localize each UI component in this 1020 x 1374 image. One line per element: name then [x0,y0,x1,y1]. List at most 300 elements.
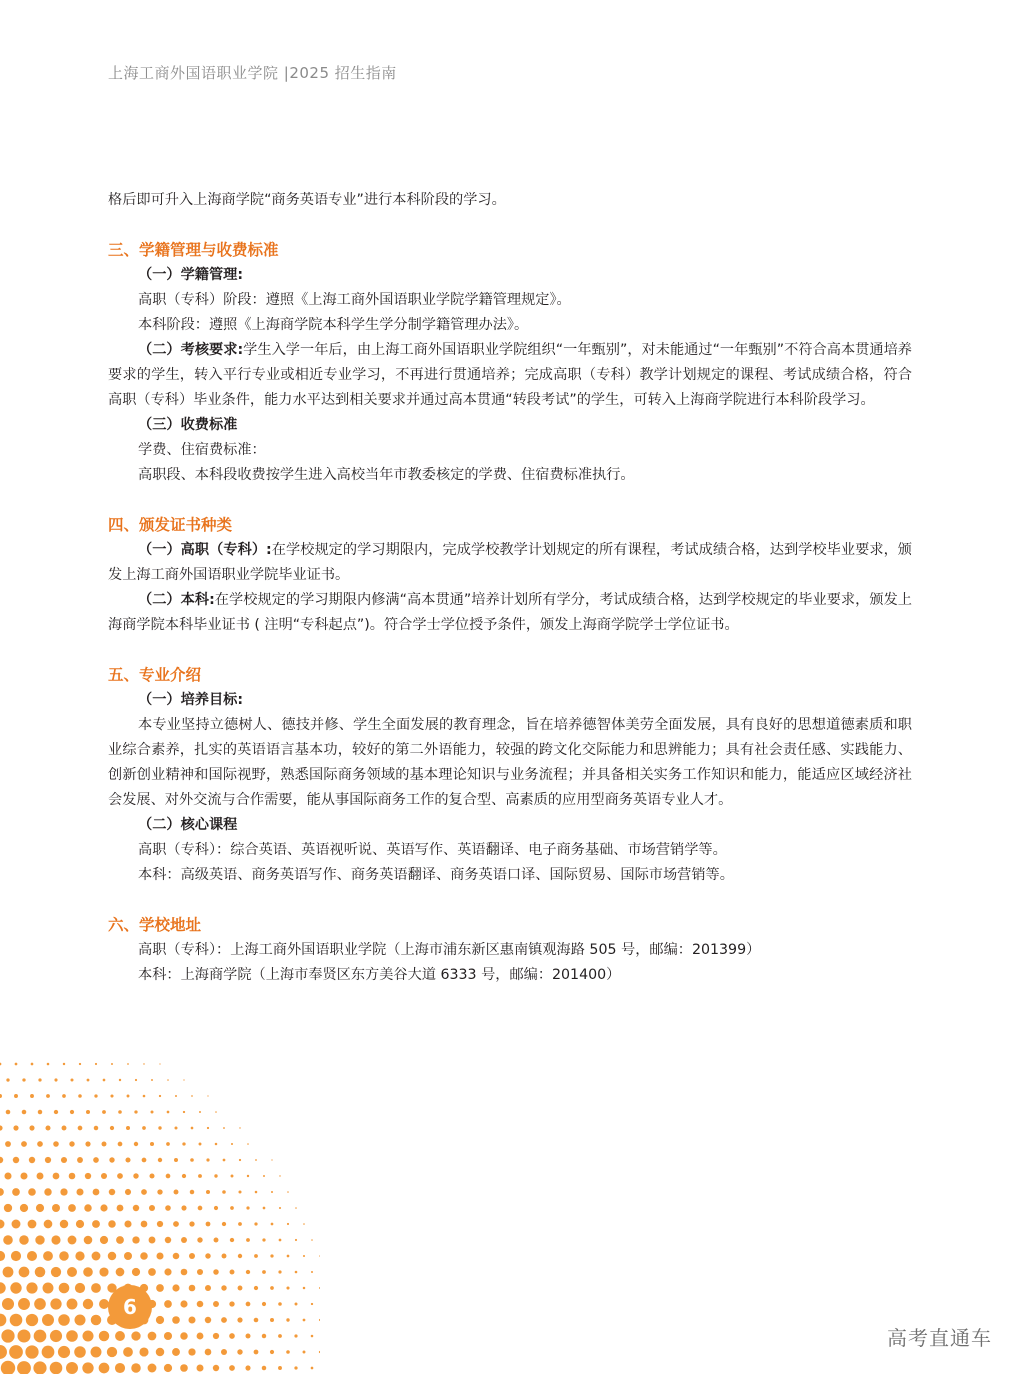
halftone-dot [214,1174,217,1177]
continuation-text: 格后即可升入上海商学院“商务英语专业”进行本科阶段的学习。 [108,192,506,208]
halftone-dot [213,1333,219,1339]
halftone-dot [279,1175,280,1176]
halftone-dot [54,1078,57,1081]
halftone-dot [85,1173,91,1179]
halftone-dot [231,1143,233,1145]
section-3-sub1-line2: 本科阶段：遵照《上海商学院本科学生学分制学籍管理办法》。 [138,317,529,333]
halftone-dot [135,1079,137,1081]
section-3-sub2-title: （二）考核要求: [138,342,244,358]
halftone-dot [199,1143,202,1146]
halftone-dot [156,1252,163,1259]
halftone-dot [82,1362,93,1373]
halftone-dot [149,1205,155,1211]
halftone-dot [182,1142,185,1145]
section-6-title: 六、学校地址 [108,916,202,934]
halftone-dot [44,1188,51,1195]
halftone-dot [82,1330,93,1341]
halftone-dot [295,1239,297,1241]
halftone-dot [222,1222,226,1226]
halftone-dot [237,1349,242,1354]
halftone-dot [263,1175,265,1177]
section-3-sub3-line2: 高职段、本科段收费按学生进入高校当年市教委核定的学费、住宿费标准执行。 [138,467,635,483]
halftone-dot [221,1285,226,1290]
halftone-dot [157,1221,163,1227]
halftone-dot [0,1282,6,1293]
halftone-dot [156,1284,164,1292]
halftone-dot [319,1287,320,1289]
halftone-dot [213,1301,219,1307]
halftone-dot [254,1318,259,1323]
halftone-dot [166,1142,170,1146]
halftone-dot [91,1283,101,1293]
halftone-dot [132,1236,139,1243]
halftone-dot [110,1126,114,1130]
halftone-dot [69,1141,74,1146]
halftone-dot [319,1351,320,1353]
halftone-dot [31,1063,34,1066]
halftone-dot [270,1286,274,1290]
halftone-dot [77,1157,83,1163]
halftone-dot [311,1335,314,1338]
halftone-dot [50,1330,62,1342]
page-number-badge: 6 [108,1285,152,1329]
halftone-dot [278,1334,282,1338]
halftone-dot [189,1221,194,1226]
halftone-dot [286,1318,289,1321]
halftone-dot [262,1366,267,1371]
halftone-dot [62,1094,66,1098]
halftone-dot [182,1174,186,1178]
halftone-dot [91,1315,102,1326]
halftone-dot [1,1361,15,1374]
page-header: 上海工商外国语职业学院 |2025 招生指南 [108,64,397,82]
halftone-dot [149,1237,156,1244]
halftone-dot [271,1191,273,1193]
halftone-dot [180,1300,187,1307]
halftone-dot [12,1188,20,1196]
halftone-dot [83,1299,93,1309]
halftone-dot [164,1300,172,1308]
watermark-text: 高考直通车 [887,1326,992,1350]
halftone-dot [230,1238,234,1242]
section-4-sub1-text: 在学校规定的学习期限内，完成学校教学计划规定的所有课程，考试成绩合格，达到学校毕业要求，颁发上海工商外国语职业学院毕业证书。 [108,542,912,583]
halftone-dot [213,1365,219,1371]
halftone-dot [303,1223,305,1225]
halftone-dot [17,1361,31,1374]
halftone-dot [173,1253,180,1260]
halftone-dot [60,1220,68,1228]
halftone-dot [197,1301,204,1308]
halftone-dot [148,1364,157,1373]
halftone-dot [229,1333,235,1339]
halftone-dot [45,1157,51,1163]
halftone-dot [262,1334,266,1338]
halftone-dot [5,1141,11,1147]
halftone-dot [0,1188,4,1196]
halftone-dot [286,1350,290,1354]
halftone-dot [215,1111,217,1113]
halftone-dot [246,1206,249,1209]
halftone-dot [287,1191,289,1193]
halftone-dot [246,1270,250,1274]
halftone-dot [197,1333,204,1340]
halftone-dot [0,1157,3,1163]
halftone-dot [165,1205,171,1211]
halftone-dot [181,1205,186,1210]
halftone-dot [126,1126,130,1130]
halftone-dot [295,1303,298,1306]
halftone-dot [180,1364,188,1372]
halftone-dot [294,1366,297,1369]
section-4-title: 四、颁发证书种类 [108,516,233,534]
halftone-dot [37,1141,43,1147]
halftone-dot [10,1314,23,1327]
halftone-dot [245,1365,250,1370]
halftone-dot [247,1175,249,1177]
halftone-dot [117,1205,124,1212]
halftone-dot [87,1079,90,1082]
halftone-dot [183,1111,185,1113]
halftone-dot [263,1207,266,1210]
section-4-sub1 [108,538,912,588]
halftone-dot [229,1301,234,1306]
halftone-dot [311,1367,314,1370]
section-4-sub2-title: （二）本科: [138,592,215,608]
halftone-dot [43,1283,54,1294]
halftone-dot [286,1286,289,1289]
halftone-dot [207,1127,209,1129]
halftone-dot [17,1329,30,1342]
halftone-dot [68,1204,76,1212]
halftone-dot [213,1269,219,1275]
halftone-dot [84,1204,91,1211]
section-5-sub1-title: （一）培养目标: [138,692,243,708]
halftone-dot [26,1314,38,1326]
halftone-dot [254,1254,258,1258]
halftone-dot [51,1235,60,1244]
halftone-dot [221,1317,227,1323]
halftone-dot [191,1095,193,1097]
halftone-dot [255,1159,257,1161]
halftone-dot [116,1268,125,1277]
halftone-dot [311,1303,313,1305]
halftone-dot [254,1286,258,1290]
halftone-dot [69,1173,76,1180]
halftone-dot [229,1365,235,1371]
halftone-dot [38,1078,41,1081]
halftone-dot [118,1110,122,1114]
halftone-dot [58,1314,70,1326]
halftone-dot [172,1316,180,1324]
halftone-dot [197,1237,202,1242]
section-4-sub1-title: （一）高职（专科）: [138,542,272,558]
halftone-dot [271,1223,274,1226]
halftone-dot [99,1331,109,1341]
halftone-dot [157,1189,162,1194]
halftone-dot [2,1298,14,1310]
halftone-dot [27,1251,37,1261]
halftone-dot [125,1189,131,1195]
halftone-dot [164,1332,172,1340]
halftone-dot [180,1332,187,1339]
halftone-dot [134,1142,138,1146]
halftone-dot [115,1363,125,1373]
halftone-dot [181,1237,187,1243]
halftone-dot [84,1236,93,1245]
halftone-dot [303,1351,306,1354]
halftone-dot [190,1190,195,1195]
halftone-dot [6,1078,9,1081]
halftone-dot [158,1126,161,1129]
halftone-dot [188,1316,195,1323]
halftone-dot [156,1316,164,1324]
halftone-dot [278,1366,282,1370]
halftone-dot [10,1282,21,1293]
halftone-dot [20,1172,27,1179]
halftone-dot [131,1363,141,1373]
halftone-dot [215,1143,218,1146]
halftone-dot [109,1157,114,1162]
halftone-dot [100,1204,107,1211]
halftone-dot [271,1159,272,1160]
halftone-dot [141,1221,148,1228]
halftone-dot [132,1268,140,1276]
section-4-sub2-text: 在学校规定的学习期限内修满“高本贯通”培养计划所有学分，考试成绩合格，达到学校规定的毕业要求，颁发上海商学院本科毕业证书 ( 注明“专科起点”)。符合学士学位授予条件，颁发上海商学院学士学位证书。 [108,592,912,633]
halftone-dot [36,1204,44,1212]
halftone-dot [239,1159,241,1161]
section-6-line1: 高职（专科）：上海工商外国语职业学院（上海市浦东新区惠南镇观海路 505 号，邮编：201399） [138,942,761,958]
halftone-dot [13,1157,19,1163]
halftone-dot [246,1302,251,1307]
halftone-dot [295,1207,297,1209]
section-3-sub3-title: （三）收费标准 [138,417,238,433]
halftone-dot [12,1220,21,1229]
halftone-dot [134,1110,137,1113]
halftone-dot [102,1142,107,1147]
halftone-dot [28,1188,36,1196]
halftone-dot [9,1345,23,1359]
halftone-dot [311,1271,313,1273]
halftone-dot [125,1157,130,1162]
halftone-dot [44,1220,53,1229]
halftone-dot [246,1238,250,1242]
halftone-dot [119,1079,121,1081]
halftone-dot [127,1063,129,1065]
halftone-dot [303,1287,306,1290]
section-3-sub2-text: 学生入学一年后，由上海工商外国语职业学院组织“一年甄别”，对未能通过“一年甄别”不符合高本贯通培养要求的学生，转入平行专业或相近专业学习，不再进行贯通培养；完成高职（专科）教学计划规定的课程、考试成绩合格，符合高职（专科）毕业条件，能力水平达到相关要求并通过高本贯通“转段考试”的学生，可转入上海商学院进行本科阶段学习。 [108,342,912,408]
section-5-sub1-text: 本专业坚持立德树人、德技并修、学生全面发展的教育理念，旨在培养德智体美劳全面发展，具有良好的思想道德素质和职业综合素养，扎实的英语语言基本功，较好的第二外语能力，较强的跨文化交际能力和思辨能力；具有社会责任感、实践能力、创新创业精神和国际视野，熟悉国际商务领域的基本理论知识与业务流程；并具备相关实务工作知识和能力，能适应区域经济社会发展、对外交流与合作需要，能从事国际商务工作的复合型、高素质的应用型商务英语专业人才。 [108,717,912,808]
halftone-dot [99,1363,110,1374]
halftone-dot [238,1286,243,1291]
halftone-dot [124,1220,131,1227]
halftone-dot [287,1255,290,1258]
halftone-dot [22,1078,25,1081]
halftone-dot [42,1346,55,1359]
halftone-dot [206,1222,211,1227]
halftone-dot [42,1314,54,1326]
halftone-dot [85,1141,90,1146]
halftone-dot [70,1078,73,1081]
halftone-dot [164,1268,171,1275]
halftone-dot [151,1111,154,1114]
halftone-dot [93,1189,100,1196]
halftone-dot [214,1238,219,1243]
halftone-dot [116,1236,124,1244]
halftone-dot [239,1127,240,1128]
halftone-dot [205,1349,212,1356]
halftone-dot [158,1158,162,1162]
halftone-dot [0,1220,4,1229]
halftone-dot [94,1094,97,1097]
halftone-dot [151,1079,153,1081]
halftone-dot [143,1063,144,1064]
halftone-dot [172,1284,179,1291]
halftone-dot [117,1173,123,1179]
halftone-dot [139,1347,148,1356]
halftone-dot [279,1207,281,1209]
halftone-dot [167,1079,169,1081]
halftone-dot [102,1110,106,1114]
halftone-dot [174,1158,178,1162]
halftone-dot [45,1125,50,1130]
halftone-dot [53,1173,60,1180]
halftone-dot [0,1094,2,1098]
halftone-dot [15,1063,18,1066]
halftone-dot [19,1267,30,1278]
section-3-sub2 [108,338,912,413]
halftone-dot [165,1237,171,1243]
halftone-dot [311,1239,313,1241]
halftone-dot [0,1063,1,1066]
halftone-dot [141,1189,147,1195]
halftone-dot [53,1141,59,1147]
halftone-dot [51,1267,61,1277]
section-4-sub2 [108,588,912,638]
halftone-dot [46,1094,50,1098]
halftone-dot [206,1190,210,1194]
halftone-dot [303,1319,306,1322]
halftone-dot [189,1253,195,1259]
halftone-dot [67,1267,77,1277]
halftone-dot [68,1236,77,1245]
halftone-dot [0,1251,5,1261]
halftone-dot [278,1302,282,1306]
halftone-dot [131,1331,140,1340]
section-5-title: 五、专业介绍 [108,666,202,684]
halftone-dot [3,1235,13,1245]
halftone-dot [222,1190,226,1194]
halftone-dot [205,1317,211,1323]
halftone-dot [38,1110,42,1114]
section-5-sub2-line1: 高职（专科）：综合英语、英语视听说、英语写作、英语翻译、电子商务基础、市场营销学等。 [138,842,727,858]
halftone-dot [287,1223,289,1225]
halftone-dot [91,1347,102,1358]
halftone-dot [238,1190,241,1193]
halftone-dot [295,1271,298,1274]
halftone-dot [0,1345,7,1359]
halftone-dot [35,1235,44,1244]
halftone-dot [103,1079,106,1082]
halftone-dot [109,1189,115,1195]
halftone-dot [247,1143,249,1145]
halftone-dot [11,1251,21,1261]
halftone-dot [78,1094,82,1098]
halftone-dot [206,1158,209,1161]
halftone-dot [75,1283,85,1293]
halftone-dot [167,1111,170,1114]
halftone-dot [29,1157,35,1163]
halftone-dot [255,1191,258,1194]
halftone-dot [278,1270,281,1273]
halftone-dot [18,1298,30,1310]
section-3-sub3-line1: 学费、住宿费标准： [138,442,266,458]
halftone-dot [231,1175,234,1178]
halftone-dot [118,1142,123,1147]
halftone-dot [199,1111,201,1113]
section-3-title: 三、学籍管理与收费标准 [108,241,279,259]
halftone-dot [127,1095,130,1098]
halftone-dot [262,1270,266,1274]
halftone-dot [25,1345,38,1358]
halftone-dot [0,1314,6,1327]
halftone-dot [238,1222,242,1226]
halftone-dot [107,1347,117,1357]
halftone-dot [149,1173,154,1178]
halftone-dot [58,1346,70,1358]
halftone-dot [159,1063,160,1064]
halftone-dot [188,1348,195,1355]
halftone-dot [254,1222,257,1225]
halftone-dot [13,1125,18,1130]
halftone-dot [183,1079,184,1080]
halftone-dot [28,1220,37,1229]
halftone-dot [173,1221,179,1227]
section-6-line2: 本科：上海商学院（上海市奉贤区东方美谷大道 6333 号，邮编：201400） [138,967,621,983]
halftone-dot [174,1190,179,1195]
halftone-dot [319,1319,320,1321]
section-3-sub1-line1: 高职（专科）阶段：遵照《上海工商外国语职业学院学籍管理规定》。 [138,292,571,308]
halftone-dot [133,1205,139,1211]
halftone-dot [29,1125,34,1130]
halftone-dot [50,1362,63,1374]
halftone-dot [35,1267,46,1278]
halftone-dot [79,1063,81,1065]
halftone-dot [1,1329,14,1342]
halftone-dot [108,1252,116,1260]
halftone-dot [270,1318,274,1322]
halftone-dot [142,1126,146,1130]
halftone-dot [92,1252,101,1261]
halftone-dot [270,1350,274,1354]
halftone-dot [164,1364,172,1372]
halftone-dot [6,1110,11,1115]
halftone-dots-decoration [0,1060,320,1374]
halftone-dot [175,1095,177,1097]
halftone-dot [19,1235,29,1245]
halftone-dot [50,1298,61,1309]
halftone-dot [148,1332,157,1341]
halftone-dot [70,1110,74,1114]
halftone-dot [279,1239,282,1242]
halftone-dot [148,1268,156,1276]
halftone-dot [245,1333,250,1338]
halftone-dot [172,1348,180,1356]
halftone-dot [62,1126,67,1131]
halftone-dot [221,1349,227,1355]
halftone-dot [222,1254,227,1259]
halftone-dot [93,1157,99,1163]
halftone-dot [20,1204,28,1212]
